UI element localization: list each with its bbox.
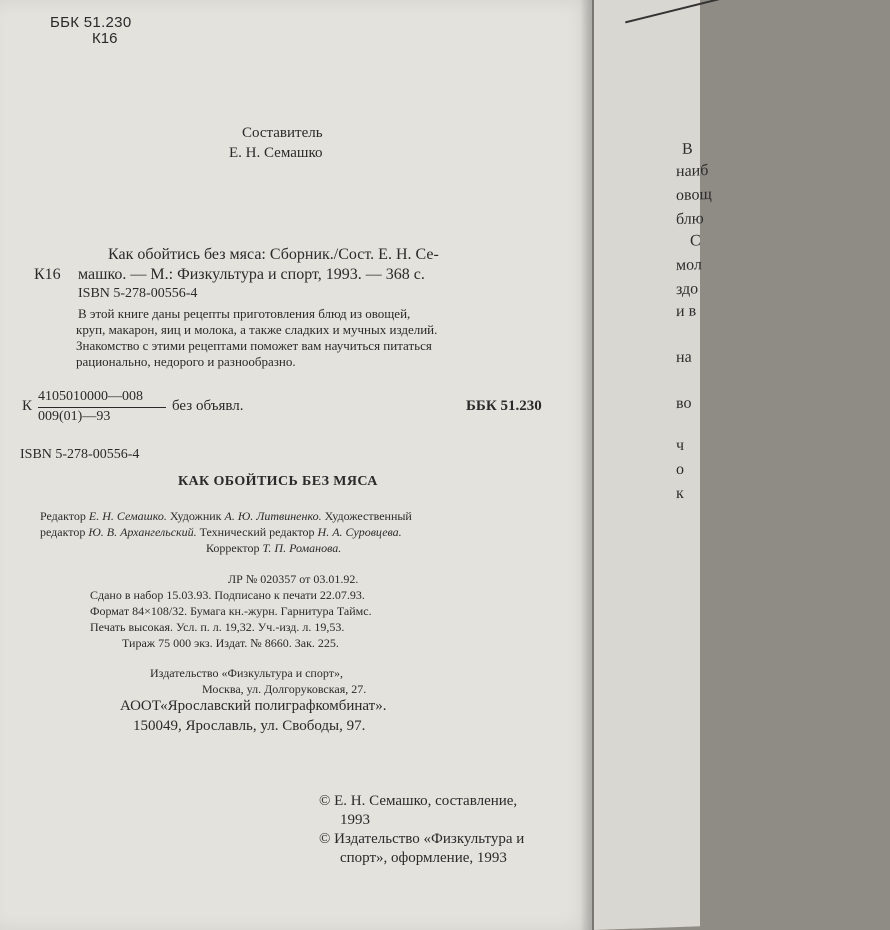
print-info-line: Печать высокая. Усл. п. л. 19,32. Уч.-изд. л. 19,53. — [90, 620, 345, 634]
compiler-label: Составитель — [242, 125, 323, 141]
index-numerator: 4105010000—008 — [38, 389, 166, 408]
copyright-line: © Е. Н. Семашко, составление, — [319, 793, 518, 809]
corrector-name: Т. П. Романова. — [262, 541, 342, 555]
artist-label: Художник — [169, 509, 222, 523]
annotation-line-1: Как обойтись без мяса: Сборник./Сост. Е. Н. Се- — [108, 246, 439, 263]
summary-line: Знакомство с этими рецептами поможет вам научиться питаться — [76, 338, 432, 353]
facing-page-fragment: овощ — [676, 185, 712, 205]
editor-label: Редактор — [40, 509, 86, 523]
print-info-line: ЛР № 020357 от 03.01.92. — [228, 572, 359, 586]
printer-line: АООТ«Ярославский полиграфкомбинат». — [120, 698, 387, 714]
facing-page-fragment: С — [690, 232, 701, 250]
facing-page-fragment: во — [676, 394, 692, 413]
credits-line-2 — [40, 525, 402, 540]
summary-line: рационально, недорого и разнообразно. — [76, 354, 296, 369]
copyright-line: спорт», оформление, 1993 — [340, 850, 507, 866]
artist-name: А. Ю. Литвиненко. — [224, 509, 322, 523]
book-title: КАК ОБОЙТИСЬ БЕЗ МЯСА — [178, 474, 378, 489]
credits-line-3 — [206, 541, 341, 556]
facing-page-fragment: блю — [676, 210, 704, 229]
facing-page-fragment: В — [682, 140, 693, 158]
publisher-line: Издательство «Физкультура и спорт», — [150, 666, 343, 680]
annotation-isbn: ISBN 5-278-00556-4 — [78, 286, 198, 301]
print-info-line: Тираж 75 000 экз. Издат. № 8660. Зак. 225. — [122, 636, 339, 650]
facing-page-fragment: здо — [676, 280, 699, 299]
annotation-line-2: машко. — М.: Физкультура и спорт, 1993. — 368 с. — [78, 266, 425, 283]
facing-page-fragment: о — [676, 460, 684, 479]
index-fraction — [38, 389, 166, 425]
annotation-code: К16 — [34, 266, 61, 283]
credits-line-1 — [40, 509, 412, 524]
publisher-line: Москва, ул. Долгоруковская, 27. — [202, 682, 367, 696]
facing-page-fragment: ч — [676, 436, 685, 455]
facing-page — [594, 0, 712, 930]
summary-line: круп, макарон, яиц и молока, а также сладких и мучных изделий. — [76, 322, 438, 337]
facing-page-fragment: наиб — [676, 162, 709, 181]
summary-line: В этой книге даны рецепты приготовления блюд из овощей, — [78, 306, 411, 321]
art-editor-label: Художественный — [324, 509, 412, 523]
tech-editor-label: Технический редактор — [199, 525, 315, 539]
facing-page-fragment: мол — [676, 256, 702, 275]
printer-line: 150049, Ярославль, ул. Свободы, 97. — [133, 718, 366, 734]
isbn-bottom: ISBN 5-278-00556-4 — [20, 447, 140, 462]
k16-code-top: К16 — [92, 30, 118, 47]
copyright-line: © Издательство «Физкультура и — [319, 831, 525, 847]
facing-page-fragment: на — [676, 348, 692, 367]
bbk-code-top: ББК 51.230 — [50, 14, 132, 31]
compiler-name: Е. Н. Семашко — [229, 145, 323, 161]
copyright-line: 1993 — [340, 812, 370, 828]
facing-page-rule — [625, 0, 743, 23]
print-info-line: Сдано в набор 15.03.93. Подписано к печати 22.07.93. — [90, 588, 365, 602]
facing-page-fragment: к — [676, 484, 684, 503]
index-denominator: 009(01)—93 — [38, 409, 111, 424]
tech-editor-name: Н. А. Суровцева. — [317, 525, 402, 539]
art-editor-prefix: редактор — [40, 525, 86, 539]
corrector-label: Корректор — [206, 541, 260, 555]
index-k: К — [22, 398, 33, 414]
index-note: без объявл. — [172, 398, 244, 414]
editor-name: Е. Н. Семашко. — [88, 509, 167, 523]
print-info-line: Формат 84×108/32. Бумага кн.-журн. Гарнитура Таймс. — [90, 604, 372, 618]
art-editor-name: Ю. В. Архангельский. — [88, 525, 197, 539]
index-bbk: ББК 51.230 — [466, 398, 542, 414]
facing-page-fragment: и в — [676, 302, 697, 321]
